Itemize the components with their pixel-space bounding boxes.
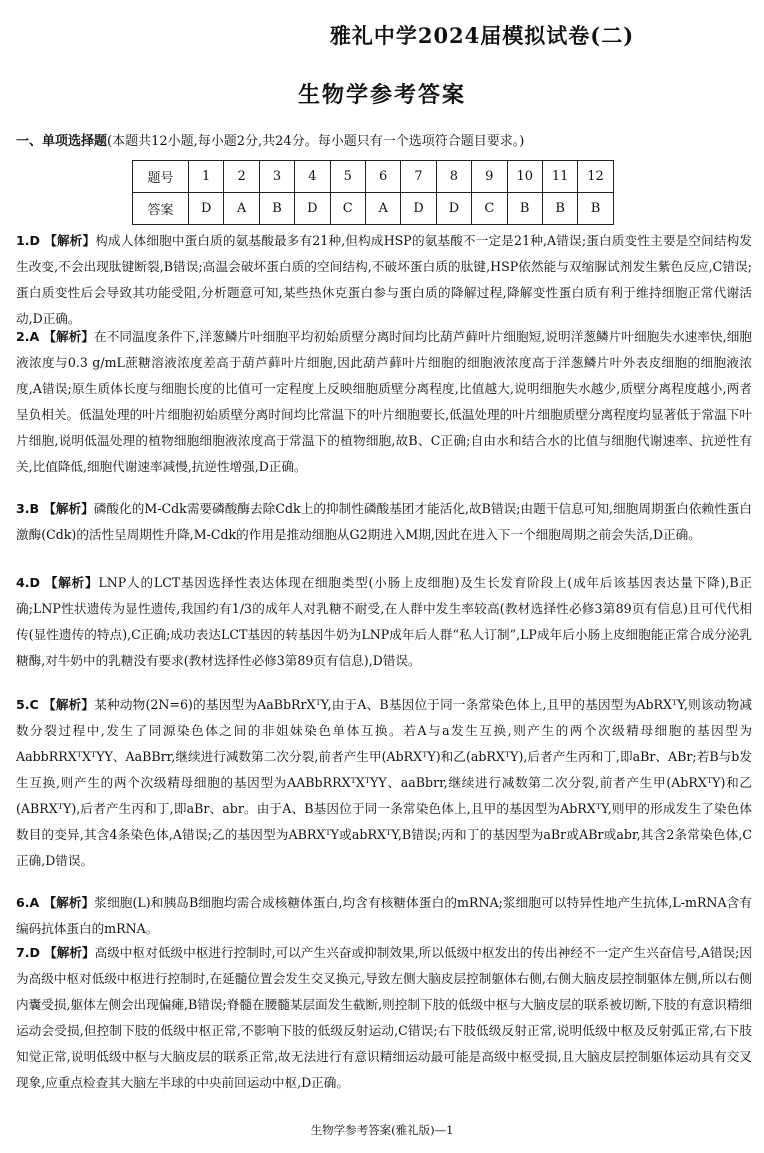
explanation-label: 5.C [16,697,39,712]
explanation-item [16,570,752,674]
question-number: 5 [330,161,365,193]
question-number: 7 [401,161,436,193]
explanation-text: 构成人体细胞中蛋白质的氨基酸最多有21种,但构成HSP的氨基酸不一定是21种,A错误;蛋白质变性主要是空间结构发生改变,不会出现肽键断裂,B错误;高温会破坏蛋白质的空间结构,不破坏蛋白质的肽键,HSP依然能与双缩脲试剂发生紫色反应,C错误;蛋白质变性后会导致其功能受阻,分析题意可知,某些热休克蛋白参与蛋白质的降解过程,降解变性蛋白质有利于维持细胞正常代谢活动,D正确。 [16,233,752,326]
table-header-answer: 答案 [133,193,189,225]
explanation-label: 1.D [16,233,41,248]
answer-cell: B [507,193,542,225]
answer-table-answer-row [133,193,614,225]
explanation-label: 7.D [16,945,41,960]
answer-cell: C [472,193,507,225]
explanation-label: 4.D [16,575,41,590]
explanation-text: 浆细胞(L)和胰岛B细胞均需合成核糖体蛋白,均含有核糖体蛋白的mRNA;浆细胞可以特异性地产生抗体,L-mRNA含有编码抗体蛋白的mRNA。 [16,895,752,936]
question-number: 6 [365,161,400,193]
answer-cell: D [295,193,330,225]
question-number: 11 [542,161,577,193]
answer-cell: A [365,193,400,225]
analysis-tag: 【解析】 [43,895,95,910]
explanation-text: 磷酸化的M-Cdk需要磷酸酶去除Cdk上的抑制性磷酸基团才能活化,故B错误;由题干信息可知,细胞周期蛋白依赖性蛋白激酶(Cdk)的活性呈周期性升降,M-Cdk的作用是推动细胞从G2期进入M期,因此在进入下一个细胞周期之前会失活,D正确。 [16,501,753,542]
answer-table [132,160,614,225]
answer-cell: B [259,193,294,225]
explanation-item [16,692,752,874]
question-number: 8 [436,161,471,193]
analysis-tag: 【解析】 [43,501,94,516]
analysis-tag: 【解析】 [43,697,95,712]
explanation-text: LNP人的LCT基因选择性表达体现在细胞类型(小肠上皮细胞)及生长发育阶段上(成年后该基因表达量下降),B正确;LNP性状遗传为显性遗传,我国约有1/3的成年人对乳糖不耐受,在人群中发生率较高(教材选择性必修3第89页有信息)且可代代相传(显性遗传的特点),C正确;成功表达LCT基因的转基因牛奶为LNP成年后人群“私人订制”,LP成年后小肠上皮细胞能正常合成分泌乳糖酶,对牛奶中的乳糖没有要求(教材选择性必修3第89页有信息),D错误。 [16,575,753,668]
subject-answer-title: 生物学参考答案 [297,83,466,108]
school-exam-title: 雅礼中学2024届模拟试卷(二) [329,23,635,48]
question-number: 9 [472,161,507,193]
explanation-item [16,324,752,480]
explanation-item [16,890,752,942]
explanation-label: 3.B [16,501,40,516]
page-footer: 生物学参考答案(雅礼版)—1 [310,1123,454,1137]
table-header-number: 题号 [133,161,189,193]
explanation-label: 2.A [16,329,40,344]
section-heading [16,132,756,152]
explanation-item [16,228,752,332]
explanation-item [16,940,752,1096]
question-number: 4 [295,161,330,193]
explanation-item [16,496,752,548]
explanation-text: 某种动物(2N=6)的基因型为AaBbRrXᵀY,由于A、B基因位于同一条常染色体上,且甲的基因型为AbRXᵀY,则该动物减数分裂过程中,发生了同源染色体之间的非姐妹染色单体互换。若A与a发生互换,则产生的两个次级精母细胞的基因型为AabbRRXᵀXᵀYY、AaBBrr,继续进行减数第二次分裂,前者产生甲(AbRXᵀY)和乙(abRXᵀY),后者产生丙和丁,即aBr、ABr;若B与b发生互换,则产生的两个次级精母细胞的基因型为AABbRRXᵀXᵀYY、aaBbrr,继续进行减数第二次分裂,前者产生甲(AbRXᵀY)和乙(ABRXᵀY),后者产生丙和丁,即aBr、abr。由于A、B基因位于同一条常染色体上,且甲的基因型为AbRXᵀY,则甲的形成发生了染色体数目的变异,其含4条染色体,A错误;乙的基因型为ABRXᵀY或abRXᵀY,B错误;丙和丁的基因型为aBr或ABr或abr,其含2条常染色体,C正确,D错误。 [16,697,752,868]
analysis-tag: 【解析】 [44,233,96,248]
answer-cell: D [401,193,436,225]
answer-cell: B [578,193,613,225]
question-number: 1 [189,161,224,193]
analysis-tag: 【解析】 [44,575,99,590]
explanation-text: 在不同温度条件下,洋葱鳞片叶细胞平均初始质壁分离时间均比葫芦藓叶片细胞短,说明洋葱鳞片叶细胞失水速率快,细胞液浓度与0.3 g/mL蔗糖溶液浓度差高于葫芦藓叶片细胞,因此葫芦藓叶片细胞的细胞液浓度高于洋葱鳞片叶外表皮细胞的细胞液浓度,A错误;原生质体长度与细胞长度的比值可一定程度上反映细胞质壁分离程度,比值越大,说明细胞失水越少,质壁分离程度越小,两者呈负相关。低温处理的叶片细胞初始质壁分离时间均比常温下的叶片细胞要长,低温处理的叶片细胞质壁分离程度均显著低于常温下叶片细胞,说明低温处理的植物细胞细胞液浓度高于常温下的植物细胞,故B、C正确;自由水和结合水的比值与细胞代谢速率、抗逆性有关,比值降低,细胞代谢速率减慢,抗逆性增强,D正确。 [16,329,752,474]
question-number: 10 [507,161,542,193]
explanation-label: 6.A [16,895,40,910]
answer-table-number-row [133,161,614,193]
question-number: 12 [578,161,613,193]
question-number: 2 [224,161,259,193]
explanation-text: 高级中枢对低级中枢进行控制时,可以产生兴奋或抑制效果,所以低级中枢发出的传出神经不一定产生兴奋信号,A错误;因为高级中枢对低级中枢进行控制时,在延髓位置会发生交叉换元,导致左侧大脑皮层控制躯体右侧,右侧大脑皮层控制躯体左侧,所以右侧内囊受损,躯体左侧会出现偏瘫,B错误;脊髓在腰髓某层面发生截断,则控制下肢的低级中枢与大脑皮层的联系被切断,下肢的有意识精细运动会受损,但控制下肢的低级中枢正常,不影响下肢的低级反射运动,C错误;右下肢低级反射正常,说明低级中枢及反射弧正常,右下肢知觉正常,说明低级中枢与大脑皮层的联系正常,故无法进行有意识精细运动最可能是高级中枢受损,且大脑皮层控制躯体运动具有交叉现象,应重点检查其大脑左半球的中央前回运动中枢,D正确。 [16,945,753,1090]
answer-cell: D [189,193,224,225]
section-title: 一、单项选择题 [16,134,108,149]
answer-cell: B [542,193,577,225]
answer-cell: A [224,193,259,225]
analysis-tag: 【解析】 [43,329,95,344]
section-instructions: (本题共12小题,每小题2分,共24分。每小题只有一个选项符合题目要求。) [107,134,525,149]
question-number: 3 [259,161,294,193]
answer-cell: D [436,193,471,225]
analysis-tag: 【解析】 [44,945,95,960]
answer-cell: C [330,193,365,225]
